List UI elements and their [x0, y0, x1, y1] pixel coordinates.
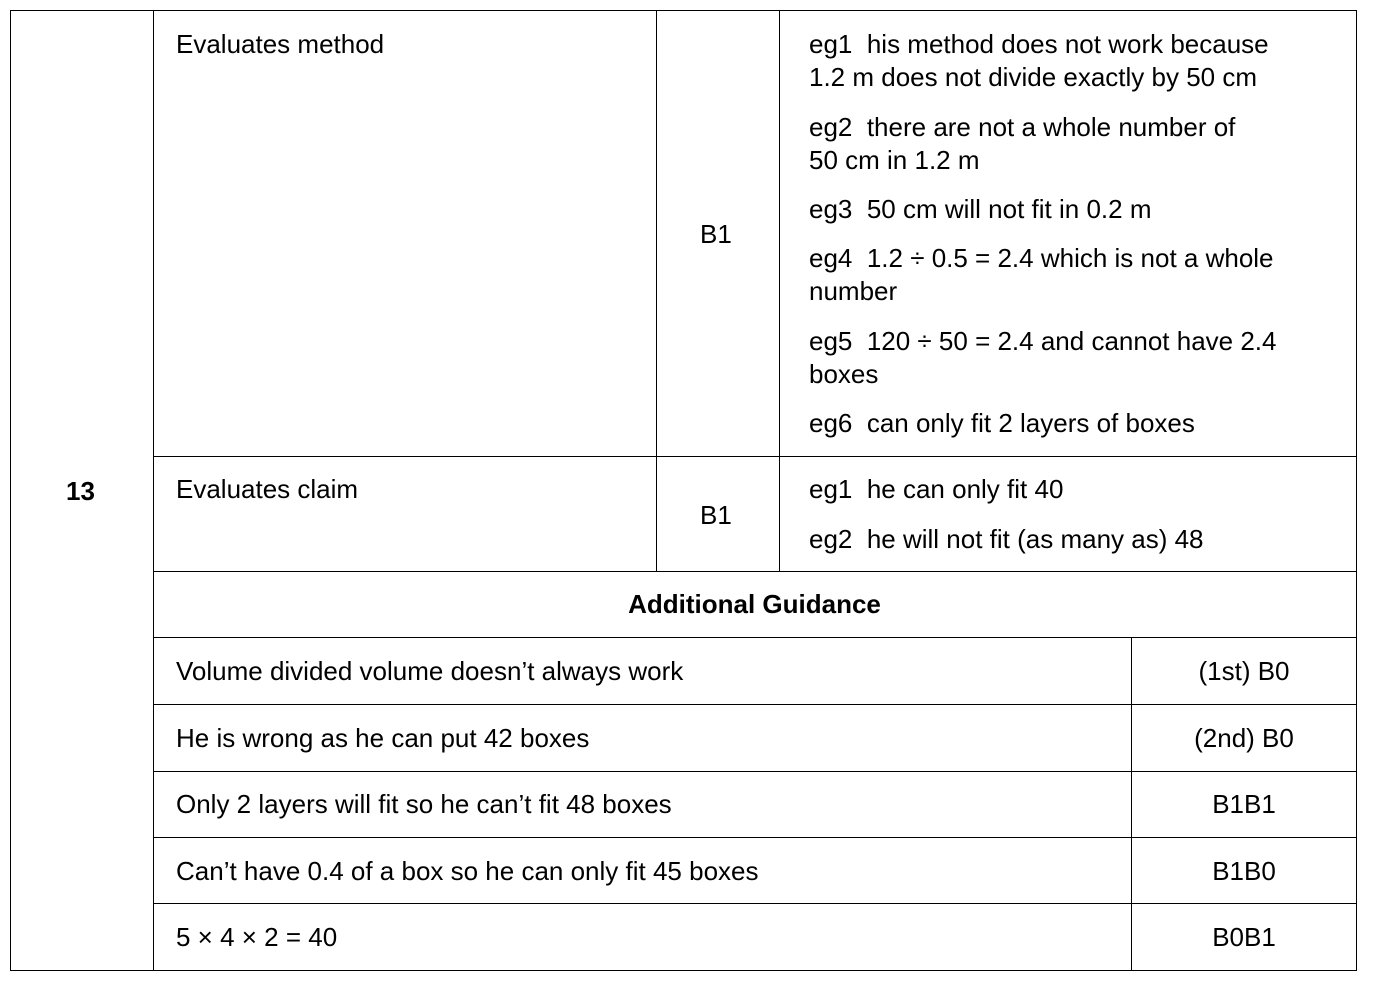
example-answer: eg4 1.2 ÷ 0.5 = 2.4 which is not a whole number: [809, 243, 1274, 306]
criterion-description: Evaluates claim: [176, 474, 359, 504]
guidance-mark: (1st) B0: [1198, 656, 1290, 686]
example-answer: eg2 he will not fit (as many as) 48: [809, 524, 1204, 554]
divider-question-column: [153, 10, 154, 971]
criterion-description: Evaluates method: [176, 29, 385, 59]
guidance-mark: B0B1: [1212, 922, 1276, 952]
guidance-response: 5 × 4 × 2 = 40: [176, 922, 338, 952]
example-answer: eg1 his method does not work because 1.2 m does not divide exactly by 50 cm: [809, 29, 1269, 92]
example-answer: eg3 50 cm will not fit in 0.2 m: [809, 194, 1152, 224]
example-answer: eg2 there are not a whole number of 50 cm in 1.2 m: [809, 112, 1236, 175]
row-divider-3: [153, 637, 1356, 638]
divider-mark-column-left: [656, 10, 657, 572]
row-divider-6: [153, 837, 1356, 838]
guidance-title: Additional Guidance: [628, 589, 881, 619]
example-answer: eg1 he can only fit 40: [809, 474, 1064, 504]
example-answer: eg6 can only fit 2 layers of boxes: [809, 408, 1195, 438]
guidance-response: Only 2 layers will fit so he can’t fit 48 boxes: [176, 789, 672, 819]
question-number: 13: [66, 476, 95, 506]
guidance-response: Volume divided volume doesn’t always work: [176, 656, 684, 686]
guidance-mark: B1B1: [1212, 789, 1276, 819]
row-divider-1: [153, 456, 1356, 457]
row-divider-4: [153, 704, 1356, 705]
row-divider-7: [153, 903, 1356, 904]
guidance-mark: B1B0: [1212, 856, 1276, 886]
divider-mark-column-right: [779, 10, 780, 572]
guidance-mark: (2nd) B0: [1194, 723, 1294, 753]
example-answer: eg5 120 ÷ 50 = 2.4 and cannot have 2.4 boxes: [809, 326, 1277, 389]
guidance-response: He is wrong as he can put 42 boxes: [176, 723, 590, 753]
row-divider-5: [153, 771, 1356, 772]
criterion-mark: B1: [700, 500, 732, 530]
criterion-mark: B1: [700, 219, 732, 249]
row-divider-2: [153, 571, 1356, 572]
guidance-response: Can’t have 0.4 of a box so he can only fit 45 boxes: [176, 856, 759, 886]
